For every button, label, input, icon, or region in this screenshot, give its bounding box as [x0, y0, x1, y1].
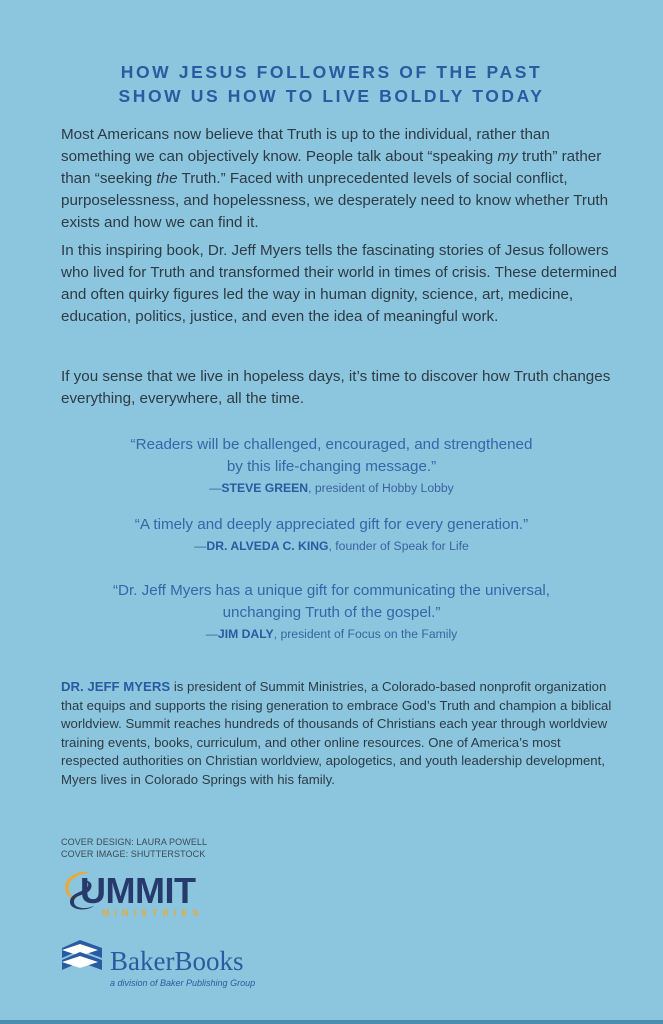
p1-text-b: truth” rather than “seeking	[61, 148, 602, 187]
p1-emphasis-my: my	[497, 148, 518, 165]
description-paragraph-1	[61, 124, 621, 234]
endorsement-attribution	[40, 478, 623, 498]
endorsement-quote-line: “A timely and deeply appreciated gift for every generation.”	[134, 516, 529, 533]
summit-subtitle: MINISTRIES	[102, 908, 204, 918]
endorsement-jim-daly	[40, 580, 623, 644]
endorsement-quote-line: by this life-changing message.”	[226, 458, 437, 475]
summit-wordmark: UMMIT	[80, 870, 196, 911]
endorser-name: STEVE GREEN	[221, 481, 309, 495]
endorser-role: , founder of Speak for Life	[328, 539, 469, 553]
dash: —	[194, 539, 207, 553]
dash: —	[209, 481, 222, 495]
cover-image-credit: COVER IMAGE: SHUTTERSTOCK	[61, 849, 206, 859]
baker-books-logo	[58, 934, 268, 1004]
endorsement-attribution	[40, 536, 623, 556]
endorser-role: , president of Focus on the Family	[273, 627, 458, 641]
endorser-name: JIM DALY	[217, 627, 274, 641]
description-paragraph-2: In this inspiring book, Dr. Jeff Myers tells the fascinating stories of Jesus followers who lived for Truth and transformed their world in times of crisis. These determined and often quirky figures led the way in human dignity, science, art, medicine, education, politics, justice, and even the idea of meaningful work.	[61, 242, 617, 325]
endorser-name: DR. ALVEDA C. KING	[206, 539, 329, 553]
dash: —	[205, 627, 218, 641]
baker-books-wordmark: BakerBooks	[110, 946, 244, 976]
baker-books-tagline: a division of Baker Publishing Group	[110, 978, 256, 988]
cover-credits	[61, 836, 207, 860]
p1-text-c: Truth.” Faced with unprecedented levels of social conflict, purposelessness, and hopelessness, we desperately need to know whether Truth exists and how we can find it.	[61, 170, 609, 231]
summit-ministries-logo	[60, 868, 235, 928]
p1-text-a: Most Americans now believe that Truth is up to the individual, rather than something we can objectively know. People talk about “speaking	[61, 126, 550, 165]
author-bio-text: is president of Summit Ministries, a Colorado-based nonprofit organization that equips and supports the rising generation to embrace God’s Truth and champion a biblical worldview. Summit reaches hundreds of thousands of Christians each year through worldview training events, books, curriculum, and other online resources. One of America’s most respected authorities on Christian worldview, apologetics, and youth leadership development, Myers lives in Colorado Springs with his family.	[61, 679, 612, 787]
cover-design-credit: COVER DESIGN: LAURA POWELL	[61, 837, 208, 847]
endorsement-quote-line: “Dr. Jeff Myers has a unique gift for communicating the universal,	[113, 582, 550, 599]
description-paragraph-3: If you sense that we live in hopeless days, it’s time to discover how Truth changes everything, everywhere, all the time.	[61, 368, 611, 407]
headline-line-2: SHOW US HOW TO LIVE BOLDLY TODAY	[118, 86, 545, 106]
bottom-edge	[0, 1020, 663, 1024]
endorser-role: , president of Hobby Lobby	[308, 481, 454, 495]
endorsement-alveda-king	[40, 514, 623, 556]
endorsement-quote-line: unchanging Truth of the gospel.”	[222, 604, 441, 621]
endorsement-attribution	[40, 624, 623, 644]
stacked-books-icon	[58, 938, 108, 978]
headline	[0, 60, 663, 108]
endorsement-steve-green	[40, 434, 623, 498]
p1-emphasis-the: the	[156, 170, 178, 187]
author-bio	[61, 678, 621, 789]
headline-line-1: HOW JESUS FOLLOWERS OF THE PAST	[120, 62, 543, 82]
author-name: DR. JEFF MYERS	[61, 679, 171, 694]
endorsement-quote-line: “Readers will be challenged, encouraged, and strengthened	[130, 436, 533, 453]
